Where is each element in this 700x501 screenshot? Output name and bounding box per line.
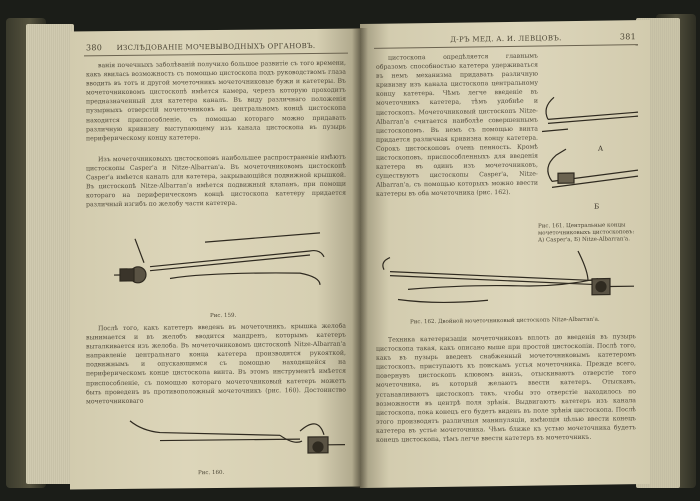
page-edges-left [26, 24, 74, 484]
right-page [360, 20, 650, 488]
figure-160-cystoscope [120, 409, 350, 467]
svg-text:Б: Б [594, 202, 600, 211]
paragraph: Послѣ того, какъ катетеръ введенъ въ мочеточникъ, крышка желоба вынимается и въ желобъ вводится мандренъ, которымъ катетеръ выталкивается изъ желоба. Въ мочеточниковомъ цистоскопѣ Nitze-Albarran'a направленіе центральнаго конца катетера производится рукояткой, подвижнымъ и опускающимся съ помощью находящейся на периферическомъ конце цистоскопа винта. Въ этомъ инструментѣ имѣется приспособленіе, съ помощью котораго мочеточниковый катетеръ можетъ быть проведенъ въ противоположный мочеточникъ (рис. 160). Достоинство мочеточниковаго [86, 322, 346, 406]
paragraph: Техника катетеризаціи мочеточниковъ вплоть до введенія въ пузырь цистоскопа такая, какъ описано выше при простой цистоскопіи. Послѣ того, какъ въ пузырь введенъ снабженный мочеточниковымъ катетеромъ цистоскопъ, приступаютъ къ поискамъ устья мочеточника. Прежде всего, повернувъ цистоскопъ клювомъ внизъ, отыскиваютъ отверстіе того мочеточника, въ который желаютъ ввести катетеръ. Отыскавъ, устанавливаютъ цистоскопъ такъ, чтобы это отверстіе находилось по возможности въ центрѣ поля зрѣнія. Выдвигаютъ катетеръ изъ канала цистоскопа, пока конецъ его будетъ виденъ въ поле зрѣнія цистоскопа. Послѣ этого производятъ различныя манипуляціи, имѣющія цѣлью ввести конецъ катетера въ устье мочеточника. Чѣмъ ближе къ устью мочеточника будетъ конецъ цистоскопа, тѣмъ легче ввести катетеръ въ мочеточникъ. [376, 333, 636, 444]
paragraph: Изъ мочеточниковыхъ цистоскоповъ наибольшее распространеніе имѣютъ цистоскопы Casper'a и Nitze-Albarran'a. Въ мочеточниковомъ цистоскопѣ Casper'a имѣется каналъ для катетера, закрывающійся подвижной крышкой. Въ цистоскопѣ Nitze-Albarran'a имѣется подвижный клапанъ, при помощи котораго на периферическомъ концѣ цистоскопа катетеру придается различный изгибъ по желобу части катетера. [86, 153, 346, 209]
paragraph: ванія почечныхъ заболѣваній получило большое развитіе съ того времени, какъ явилась возможность съ помощью цистоскопа подъ руководствомъ глаза вводить въ тотъ и другой мочеточникъ мочеточниковые бужи и катетеры. Въ мочеточниковомъ цистоскопѣ имѣется камера, черезъ которую проходитъ предназначенный для катетера каналъ. Въ виду различнаго положенія пузырныхъ отверстій мочеточниковъ въ центральномъ концѣ цистоскопа находится приспособленіе, съ помощью котораго можно придавать различную кривизну выступающему изъ канала цистоскопа въ пузырь периферическому концу катетера. [86, 59, 346, 143]
right-text-top [376, 52, 538, 244]
left-page [70, 28, 360, 489]
paragraph: цистоскопа опредѣляется главнымъ образомъ способностью катетера удерживаться въ немъ механизма придавать различную кривизну изъ канала цистоскопа центральному концу катетера. Чѣмъ легче введеніе въ мочеточникъ катетера, тѣмъ удобнѣе и цистоскопъ. Мочеточниковый цистоскопъ Nitze-Albarran'a считается наиболѣе совершеннымъ цистоскопомъ. Въ немъ съ помощью винта придается различная кривизна концу катетера. Сорокъ цистоскоповъ очень пенность. Кромѣ цистоскоповъ, приспособленныхъ для введенія катетера въ одинъ изъ мочеточниковъ, существуютъ цистоскопы Casper'a, Nitze-Albarran'a, съ помощью которыхъ можно ввести катетеры въ оба мочеточника (рис. 162). [376, 52, 538, 199]
right-running-title: Д-РЪ МЕД. А. И. ЛЕВЦОВЪ. [450, 34, 562, 44]
left-running-title: ИЗСЛѢДОВАНІЕ МОЧЕВЫВОДНЫХЪ ОРГАНОВЪ. [116, 41, 316, 53]
left-page-number: 380 [86, 43, 103, 53]
right-text-lower [376, 332, 636, 484]
figure-162-caption: Рис. 162. Двойной мочеточниковый цистоскопъ Nitze-Albarran'a. [410, 316, 600, 326]
figure-162-double-cystoscope [378, 246, 638, 320]
book-gutter [352, 28, 368, 488]
right-page-header [374, 30, 638, 49]
svg-text:A: A [598, 144, 604, 153]
left-page-header [84, 39, 348, 57]
left-text-top [86, 59, 346, 154]
right-page-number: 381 [619, 32, 636, 42]
figure-161-caption: Рис. 161. Центральные концы мочеточниковыхъ цистоскоповъ: А) Casper'a, Б) Nitze-Albarran'a. [538, 222, 635, 244]
figure-159-caption: Рис. 159. [210, 312, 237, 320]
figure-160-caption: Рис. 160. [198, 469, 225, 477]
figure-161-cystoscope-tips [538, 90, 643, 221]
figure-159-cystoscope [110, 227, 340, 309]
